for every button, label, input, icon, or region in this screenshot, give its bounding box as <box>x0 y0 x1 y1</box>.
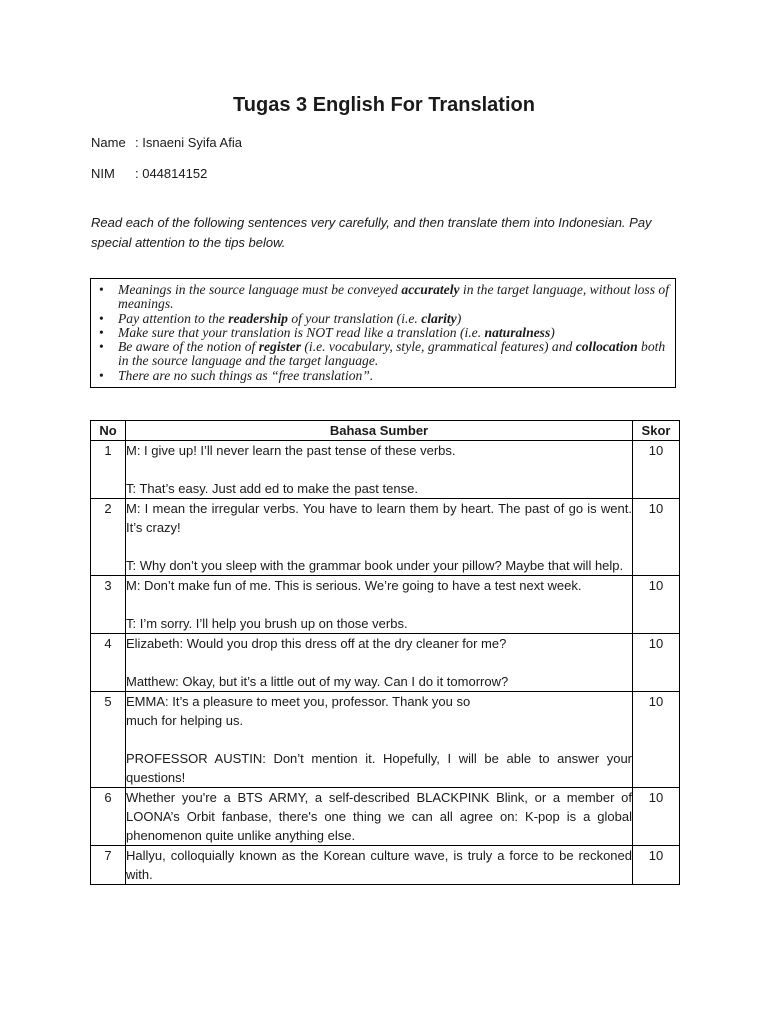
row-text: EMMA: It’s a pleasure to meet you, professor. Thank you so much for helping us. PROFESSOR AUSTIN: Don’t mention it. Hopefully, I will be able to answer your questions! <box>126 692 633 788</box>
table-header-row <box>91 421 680 441</box>
row-score: 10 <box>633 499 680 576</box>
tip-item: • Pay attention to the readership of your translation (i.e. clarity) <box>97 312 669 326</box>
row-text: M: I give up! I’ll never learn the past tense of these verbs. T: That’s easy. Just add ed to make the past tense. <box>126 441 633 499</box>
row-score: 10 <box>633 634 680 692</box>
name-value: : Isnaeni Syifa Afia <box>135 135 242 150</box>
row-score: 10 <box>633 788 680 846</box>
table-row <box>91 576 680 634</box>
table-row <box>91 634 680 692</box>
row-text: Whether you're a BTS ARMY, a self-described BLACKPINK Blink, or a member of LOONA’s Orbit fanbase, there's one thing we can all agree on: K-pop is a global phenomenon quite unlike anything else. <box>126 788 633 846</box>
row-text: M: I mean the irregular verbs. You have to learn them by heart. The past of go is went. It’s crazy! T: Why don’t you sleep with the grammar book under your pillow? Maybe that will help. <box>126 499 633 576</box>
tip-item: • Meanings in the source language must be conveyed accurately in the target language, without loss of meanings. <box>97 283 669 312</box>
row-number: 7 <box>91 846 126 885</box>
row-score: 10 <box>633 576 680 634</box>
row-text: M: Don’t make fun of me. This is serious. We’re going to have a test next week. T: I’m sorry. I’ll help you brush up on those verbs. <box>126 576 633 634</box>
document-title: Tugas 3 English For Translation <box>233 94 535 116</box>
row-number: 3 <box>91 576 126 634</box>
header-no: No <box>91 421 126 441</box>
table-row <box>91 846 680 885</box>
row-score: 10 <box>633 692 680 788</box>
tip-item: • Be aware of the notion of register (i.e. vocabulary, style, grammatical features) and collocation both in the source language and the target language. <box>97 340 669 369</box>
header-skor: Skor <box>633 421 680 441</box>
row-number: 2 <box>91 499 126 576</box>
table-row <box>91 692 680 788</box>
source-text-table <box>90 420 680 885</box>
row-number: 5 <box>91 692 126 788</box>
table-row <box>91 788 680 846</box>
tip-item: • Make sure that your translation is NOT read like a translation (i.e. naturalness) <box>97 326 669 340</box>
row-score: 10 <box>633 441 680 499</box>
name-line <box>91 135 242 150</box>
table-row <box>91 499 680 576</box>
tip-item: • There are no such things as “free translation”. <box>97 369 669 383</box>
row-number: 4 <box>91 634 126 692</box>
name-label: Name <box>91 135 126 150</box>
row-number: 6 <box>91 788 126 846</box>
nim-value: : 044814152 <box>135 166 208 181</box>
row-text: Elizabeth: Would you drop this dress off at the dry cleaner for me? Matthew: Okay, but it’s a little out of my way. Can I do it tomorrow? <box>126 634 633 692</box>
row-number: 1 <box>91 441 126 499</box>
row-score: 10 <box>633 846 680 885</box>
nim-line <box>91 166 207 181</box>
row-text: Hallyu, colloquially known as the Korean culture wave, is truly a force to be reckoned with. <box>126 846 633 885</box>
tips-box <box>90 278 676 388</box>
header-bahasa-sumber: Bahasa Sumber <box>126 421 633 441</box>
instructions-text: Read each of the following sentences very carefully, and then translate them into Indonesian. Pay special attention to the tips below. <box>91 215 652 250</box>
table-row <box>91 441 680 499</box>
nim-label: NIM <box>91 166 115 181</box>
